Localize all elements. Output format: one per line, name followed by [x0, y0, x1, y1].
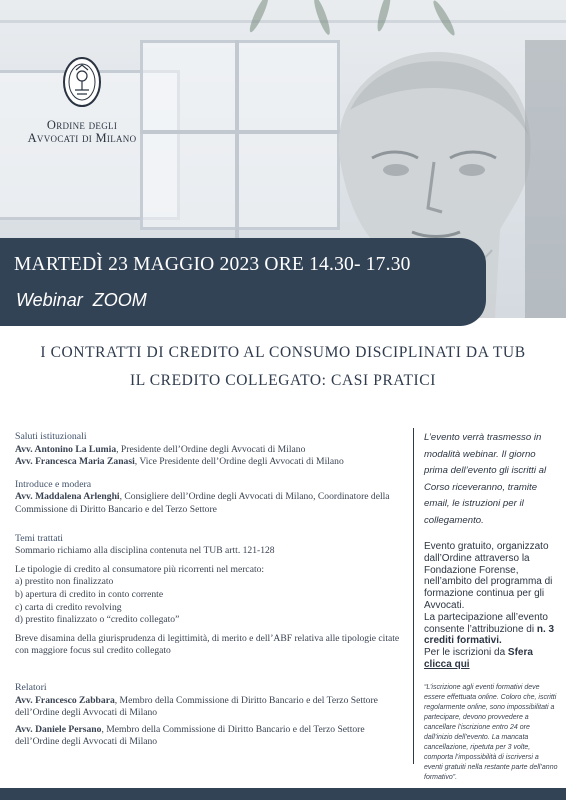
speaker-name: Avv. Francesco Zabbara	[15, 694, 115, 706]
bar-association-seal-icon	[62, 56, 102, 108]
register-link[interactable]: clicca qui	[424, 658, 470, 670]
info-credits	[424, 612, 558, 647]
hero-window-bar	[0, 20, 566, 23]
topics-closing: Breve disamina della giurisprudenza di legittimità, di merito e dell’ABF relativa alle tipologie citate con maggiore focus sul credito collegato	[15, 632, 400, 657]
list-item: d) prestito finalizzato o “credito collegato”	[15, 614, 180, 626]
registration-note: “L’iscrizione agli eventi formativi deve essere effettuata online. Coloro che, iscritti regolarmente online, sono impossibilitati a partecipare, devono provvedere a cancellare l’iscrizione entro 24 ore dall’inizio dell’evento. La mancata cancellazione, ripetuta per 3 volte, comporta l’impossibilità di iscriversi a eventi gratuiti nella restante parte dell’anno formativo”.	[424, 683, 558, 781]
speaker-role: , Membro della Commissione di Diritto Bancario e del Terzo Settore dell’Ordine degli Avvocati di Milano	[15, 694, 378, 719]
section-heading-modera: Introduce e modera	[15, 478, 92, 490]
webinar-intro: L’evento verrà trasmesso in modalità webinar. Il giorno prima dell’evento gli iscritti al Corso riceveranno, tramite email, le istruzioni per il collegamento.	[424, 432, 547, 526]
registration-platform: Sfera	[507, 647, 533, 659]
hero-window-bar	[235, 40, 239, 240]
credits-text: La partecipazione all’evento consente l’attribuzione di	[424, 611, 548, 635]
program-column	[15, 431, 407, 749]
speaker-name: Avv. Daniele Persano	[15, 723, 102, 735]
credits-count: n. 3 crediti formativi.	[424, 623, 555, 647]
speaker-line	[15, 456, 407, 469]
info-organizer: Evento gratuito, organizzato dall’Ordine attraverso la Fondazione Forense, nell’ambito del programma di formazione continua per gli Avvocati.	[424, 541, 553, 611]
footer-bar	[0, 788, 566, 800]
event-format: Webinar ZOOM	[16, 290, 147, 310]
plant-leaf	[247, 0, 271, 34]
organization-name-line1: Ordine degli	[46, 118, 118, 132]
event-info	[424, 541, 558, 671]
speaker-name: Avv. Francesca Maria Zanasi	[15, 456, 135, 468]
plant-leaf	[311, 0, 332, 36]
date-banner	[0, 238, 486, 326]
speaker-name: Avv. Antonino La Lumia	[15, 443, 117, 455]
moderator-line	[15, 491, 407, 516]
section-heading-saluti: Saluti istituzionali	[15, 431, 87, 442]
event-title-line1: I CONTRATTI DI CREDITO AL CONSUMO DISCIPLINATI DA TUB	[40, 344, 526, 361]
organization-logo	[22, 56, 142, 145]
list-item: c) carta di credito revolving	[15, 601, 122, 613]
section-heading-relatori: Relatori	[15, 681, 47, 693]
event-date: MARTEDÌ 23 MAGGIO 2023 ORE 14.30- 17.30	[14, 254, 411, 275]
moderator-role: , Consigliere dell’Ordine degli Avvocati di Milano, Coordinatore della Commissione di Diritto Bancario e del Terzo Settore	[15, 491, 390, 515]
registration-text: Per le iscrizioni da	[424, 647, 508, 659]
section-heading-temi: Temi trattati	[15, 532, 64, 544]
speaker-role: , Membro della Commissione di Diritto Bancario e del Terzo Settore dell’Ordine degli Avvocati di Milano	[15, 723, 365, 748]
organization-name-line2: Avvocati di Milano	[27, 131, 137, 145]
info-registration	[424, 647, 558, 671]
plant-leaf	[375, 0, 393, 32]
column-divider	[413, 428, 414, 764]
speaker-line	[15, 444, 407, 457]
event-title-line2: IL CREDITO COLLEGATO: CASI PRATICI	[129, 372, 436, 389]
topics-list-intro: Le tipologie di credito al consumatore più ricorrenti nel mercato:	[15, 563, 265, 575]
speaker-role: , Presidente dell’Ordine degli Avvocati di Milano	[116, 443, 306, 455]
topics-summary: Sommario richiamo alla disciplina contenuta nel TUB artt. 121-128	[15, 545, 275, 557]
speaker-line	[15, 695, 407, 720]
info-sidebar	[424, 430, 558, 783]
moderator-name: Avv. Maddalena Arlenghi	[15, 491, 120, 503]
list-item: b) apertura di credito in conto corrente	[15, 588, 164, 600]
plant-leaf	[431, 0, 458, 37]
speaker-line	[15, 724, 407, 749]
speaker-role: , Vice Presidente dell’Ordine degli Avvocati di Milano	[134, 456, 344, 468]
list-item: a) prestito non finalizzato	[15, 576, 114, 588]
